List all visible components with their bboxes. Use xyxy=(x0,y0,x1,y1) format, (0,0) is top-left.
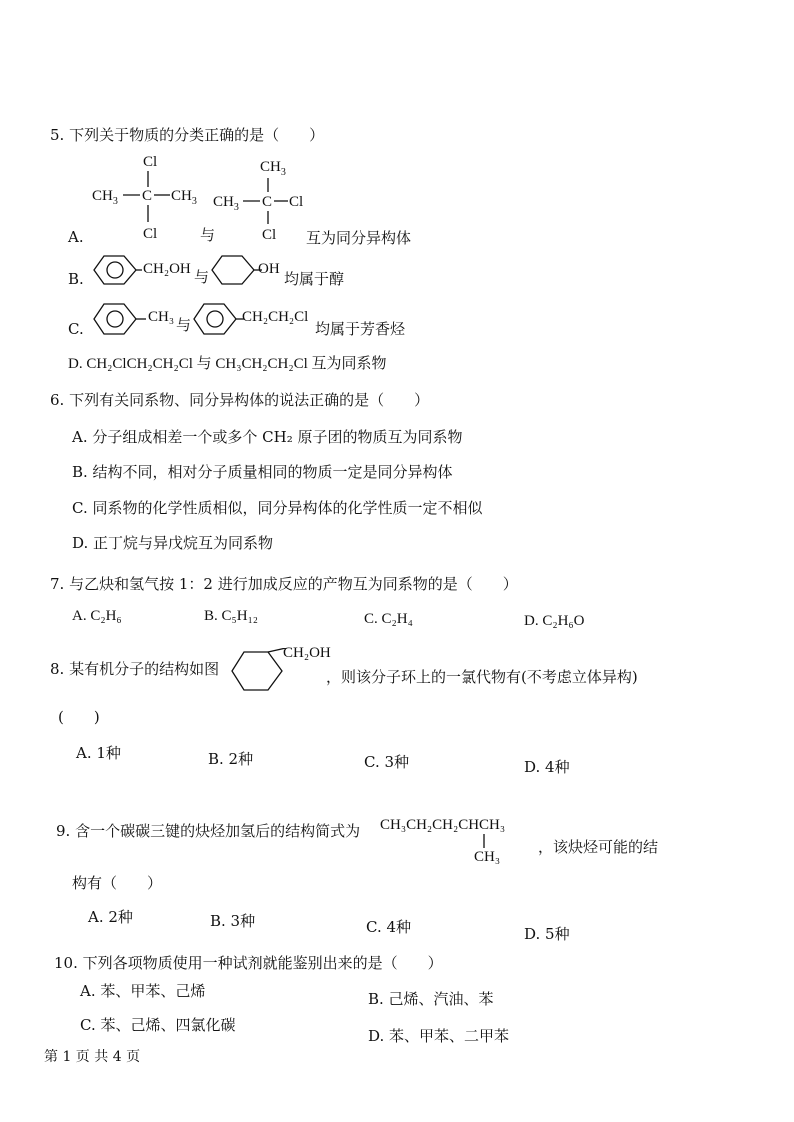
q6-option-d: D. 正丁烷与异戊烷互为同系物 xyxy=(72,534,274,552)
q10-option-d: D. 苯、甲苯、二甲苯 xyxy=(368,1027,510,1045)
q5-a-s1-center: C xyxy=(142,188,153,204)
q8-struct-sub: CH₂OH xyxy=(283,645,331,661)
q10-option-b: B. 己烯、汽油、苯 xyxy=(368,990,494,1008)
q5-c-sub2: CH₂CH₂Cl xyxy=(242,309,309,325)
q6-option-a: A. 分子组成相差一个或多个 CH₂ 原子团的物质互为同系物 xyxy=(72,428,463,446)
q5-d-text: D. CH₂ClCH₂CH₂Cl 与 CH₃CH₂CH₂Cl 互为同系物 xyxy=(68,356,387,372)
q7-option-b: B. C₅H₁₂ xyxy=(204,608,259,624)
q5-c-letter: C. xyxy=(68,320,84,338)
q9-branch-bond xyxy=(480,833,490,849)
q5-a-s1-right: CH xyxy=(171,188,192,204)
q5-b-tail: 均属于醇 xyxy=(284,270,345,288)
q8-option-b: B. 2种 xyxy=(208,750,254,768)
q5-b-letter: B. xyxy=(68,270,84,288)
svg-text:CH3: $CH_3$ xyxy=(213,194,239,213)
q10-option-a: A. 苯、甲苯、己烯 xyxy=(80,982,206,1000)
q9-option-c: C. 4种 xyxy=(366,918,412,936)
q9-stem-post: ，该炔烃可能的结 xyxy=(538,838,659,856)
q5-a-s1-left: CH xyxy=(92,188,113,204)
q7-stem: 7. 与乙炔和氢气按 1：2 进行加成反应的产物互为同系物的是（ ） xyxy=(50,575,518,593)
q5-b-cyclohexane xyxy=(210,254,262,286)
q5-c-mid: 与 xyxy=(176,316,192,334)
q7-option-c: C. C₂H₄ xyxy=(364,611,413,627)
q9-stem-pre: 9. 含一个碳碳三键的炔烃加氢后的结构简式为 xyxy=(56,822,361,840)
q6-option-b: B. 结构不同，相对分子质量相同的物质一定是同分异构体 xyxy=(72,463,453,481)
q8-option-c: C. 3种 xyxy=(364,753,410,771)
q5-a-s1-bottom: Cl xyxy=(143,226,158,242)
q7-option-d: D. C₂H₆O xyxy=(524,613,585,629)
q5-c-sub1: CH₃ xyxy=(148,309,175,325)
q5-a-letter: A. xyxy=(68,228,84,246)
q5-a-s2-right: Cl xyxy=(289,194,304,210)
q5-b-sub1: CH₂OH xyxy=(143,261,191,277)
q5-b-benzene xyxy=(92,254,142,286)
q5-b-mid: 与 xyxy=(194,268,210,286)
q8-stem-pre: 8. 某有机分子的结构如图 xyxy=(50,660,220,678)
q10-option-c: C. 苯、己烯、四氯化碳 xyxy=(80,1016,236,1034)
q10-stem: 10. 下列各项物质使用一种试剂就能鉴别出来的是（ ） xyxy=(54,954,443,972)
q5-a-s2-top: CH xyxy=(260,159,281,175)
q5-a-tail: 互为同分异构体 xyxy=(306,229,412,247)
q9-formula-main: CH₃CH₂CH₂CHCH₃ xyxy=(380,817,506,833)
q8-option-a: A. 1种 xyxy=(76,744,121,762)
q8-paren: ( ) xyxy=(58,708,100,726)
svg-text:CH3: $CH_3$ xyxy=(92,188,118,207)
q7-option-a: A. C₂H₆ xyxy=(72,608,122,624)
q8-cyclohexane-ring xyxy=(230,648,290,694)
page-footer: 第 1 页 共 4 页 xyxy=(44,1049,141,1065)
q5-stem: 5. 下列关于物质的分类正确的是（ ） xyxy=(50,126,325,144)
q8-stem-post: ，则该分子环上的一氯代物有(不考虑立体异构) xyxy=(326,668,638,686)
q5-a-s2-bottom: Cl xyxy=(262,227,277,243)
svg-text:CH3: $CH_3$ xyxy=(260,159,286,178)
q5-c-benzene-ring xyxy=(192,302,244,336)
q9-option-d: D. 5种 xyxy=(524,925,570,943)
q5-a-mid: 与 xyxy=(200,226,216,244)
q9-option-a: A. 2种 xyxy=(88,908,133,926)
q5-a-s2-center: C xyxy=(262,194,273,210)
q9-formula-branch: CH₃ xyxy=(474,849,501,865)
q5-a-s2-left: CH xyxy=(213,194,234,210)
q5-a-s1-top: Cl xyxy=(143,154,158,170)
q5-c-toluene-ring xyxy=(92,302,148,336)
q9-stem-line2: 构有（ ） xyxy=(72,874,163,892)
q5-b-sub2: OH xyxy=(258,261,280,277)
svg-text:CH3: $CH_3$ xyxy=(171,188,197,207)
q8-option-d: D. 4种 xyxy=(524,758,570,776)
q9-option-b: B. 3种 xyxy=(210,912,256,930)
q6-option-c: C. 同系物的化学性质相似，同分异构体的化学性质一定不相似 xyxy=(72,499,483,517)
q6-stem: 6. 下列有关同系物、同分异构体的说法正确的是（ ） xyxy=(50,391,430,409)
q5-c-tail: 均属于芳香烃 xyxy=(315,320,406,338)
